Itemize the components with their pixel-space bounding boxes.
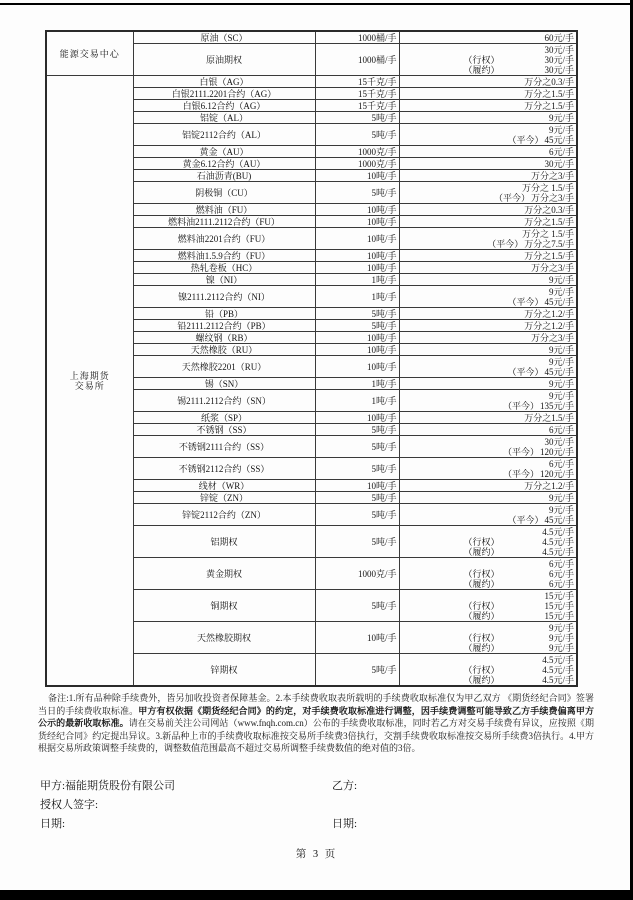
fee-rate-cell	[399, 436, 577, 458]
contract-unit-cell: 1000桶/手	[315, 44, 399, 76]
product-name-cell: 锌锭2112合约（ZN）	[133, 504, 315, 526]
contract-unit-cell: 5吨/手	[315, 424, 399, 436]
product-name-cell: 石油沥青(BU)	[133, 170, 315, 182]
fee-line	[402, 505, 575, 515]
product-name-cell: 燃料油2201合约（FU）	[133, 228, 315, 250]
footnote-segment: 请在交易前关注公司网站（www.fnqh.com.cn）公布的手续费收取标准，同时若乙方对交易手续费有异议，应按照《期货经纪合同》约定提出异议。3.新品种上市的手续费收取标准按交易所手续费3倍执行，交割手续费收取标准按交易所手续费3倍执行。4.甲方根据交易所政策调整手续费的，调整数值范围最高不超过交易所调整手续费数值的绝对值的3倍。	[38, 718, 594, 753]
fee-condition-label: （平今）	[507, 515, 544, 525]
fee-value: 9元/手	[548, 345, 574, 355]
fee-line	[402, 633, 575, 643]
fee-condition-label: （平今）	[502, 469, 539, 479]
fee-line	[402, 655, 575, 665]
fee-line	[402, 379, 575, 389]
fee-value: 4.5元/手	[542, 665, 574, 675]
product-name-cell: 镍（NI）	[133, 274, 315, 286]
exchange-section	[46, 76, 577, 687]
fee-rate-cell	[399, 332, 577, 344]
contract-unit-cell: 5吨/手	[315, 590, 399, 622]
signature-authorized-row	[40, 798, 593, 813]
fee-value: 15元/手	[544, 591, 574, 601]
exchange-name-cell: 上海期货 交易所	[46, 76, 133, 687]
fee-line	[402, 135, 575, 145]
fee-value: 6元/手	[548, 425, 574, 435]
fee-value: 万分之1.2/手	[524, 321, 574, 331]
fee-value: 9元/手	[548, 113, 574, 123]
fee-line	[402, 493, 575, 503]
fee-line	[402, 275, 575, 285]
product-name-cell: 白银6.12合约（AG）	[133, 100, 315, 112]
fee-line	[402, 101, 575, 111]
fee-condition-label: （履约）	[463, 579, 500, 589]
product-name-cell: 燃料油（FU）	[133, 204, 315, 216]
fee-line	[402, 469, 575, 479]
fee-value: 万分之1.2/手	[524, 481, 574, 491]
product-name-cell: 天然橡胶（RU）	[133, 344, 315, 356]
product-name-cell: 线材（WR）	[133, 480, 315, 492]
fee-line	[402, 147, 575, 157]
fee-condition-label: （履约）	[463, 643, 500, 653]
fee-rate-cell	[399, 158, 577, 170]
fee-rate-cell	[399, 170, 577, 182]
fee-value: 6元/手	[548, 569, 574, 579]
product-name-cell: 铝锭（AL）	[133, 112, 315, 124]
contract-unit-cell: 10吨/手	[315, 332, 399, 344]
fee-value: 万分之 1.5/手	[521, 183, 574, 193]
product-name-cell: 不锈钢（SS）	[133, 424, 315, 436]
fee-rate-cell	[399, 124, 577, 146]
fee-value: 120元/手	[539, 447, 574, 457]
fee-value: 9元/手	[548, 493, 574, 503]
fee-value: 9元/手	[548, 379, 574, 389]
fee-rate-cell	[399, 344, 577, 356]
fee-line	[402, 205, 575, 215]
contract-unit-cell: 10吨/手	[315, 356, 399, 378]
fee-value: 45元/手	[544, 515, 574, 525]
product-name-cell: 白银2111.2201合约（AG）	[133, 88, 315, 100]
product-name-cell: 不锈钢2112合约（SS）	[133, 458, 315, 480]
fee-rate-cell	[399, 590, 577, 622]
fee-rate-cell	[399, 558, 577, 590]
contract-unit-cell: 1吨/手	[315, 390, 399, 412]
fee-value: 万分之 1.5/手	[521, 229, 574, 239]
contract-unit-cell: 1吨/手	[315, 378, 399, 390]
fee-condition-label: （行权）	[463, 601, 500, 611]
fee-condition-label: （平今）	[502, 447, 539, 457]
fee-value: 万分之1.5/手	[524, 217, 574, 227]
fee-line	[402, 413, 575, 423]
fee-rate-cell	[399, 526, 577, 558]
fee-line	[402, 367, 575, 377]
contract-unit-cell: 5吨/手	[315, 436, 399, 458]
fee-line	[402, 665, 575, 675]
product-name-cell: 铜期权	[133, 590, 315, 622]
fee-line	[402, 33, 575, 43]
fee-line	[402, 481, 575, 491]
product-name-cell: 原油期权	[133, 44, 315, 76]
fee-value: 4.5元/手	[542, 537, 574, 547]
page-number: 第 3 页	[295, 849, 338, 860]
fee-line	[402, 675, 575, 685]
contract-unit-cell: 10吨/手	[315, 170, 399, 182]
product-name-cell: 铅2111.2112合约（PB）	[133, 320, 315, 332]
fee-line	[402, 345, 575, 355]
fee-value: 30元/手	[544, 437, 574, 447]
product-name-cell: 燃料油1.5.9合约（FU）	[133, 250, 315, 262]
fee-line	[402, 263, 575, 273]
fee-value: 15元/手	[544, 611, 574, 621]
contract-unit-cell: 15千克/手	[315, 100, 399, 112]
contract-unit-cell: 5吨/手	[315, 182, 399, 204]
fee-value: 万分之1.5/手	[524, 89, 574, 99]
fee-condition-label: （平今）	[507, 297, 544, 307]
fee-value: 6元/手	[548, 579, 574, 589]
fee-line	[402, 171, 575, 181]
fee-rate-cell	[399, 228, 577, 250]
contract-unit-cell: 10吨/手	[315, 412, 399, 424]
fee-rate-cell	[399, 378, 577, 390]
fee-rate-cell	[399, 31, 577, 44]
fee-line	[402, 401, 575, 411]
fee-condition-label: （平今）	[487, 239, 524, 249]
party-a-label: 甲方:福能期货股份有限公司	[40, 779, 176, 792]
fee-value: 60元/手	[544, 33, 574, 43]
fee-line	[402, 183, 575, 193]
fee-rate-cell	[399, 146, 577, 158]
fee-line	[402, 229, 575, 239]
fee-condition-label: （履约）	[463, 547, 500, 557]
fee-rate-cell	[399, 492, 577, 504]
fee-value: 万分之3/手	[530, 333, 574, 343]
fee-line	[402, 113, 575, 123]
date-b-label: 日期:	[332, 817, 358, 830]
fee-value: 30元/手	[544, 55, 574, 65]
product-name-cell: 白银（AG）	[133, 76, 315, 88]
fee-line	[402, 193, 575, 203]
product-name-cell: 天然橡胶期权	[133, 622, 315, 654]
contract-unit-cell: 5吨/手	[315, 124, 399, 146]
fee-line	[402, 159, 575, 169]
signature-parties-row	[40, 779, 593, 794]
fee-value: 15元/手	[544, 601, 574, 611]
product-name-cell: 黄金期权	[133, 558, 315, 590]
footnote-segment: 备注:1.所有品种除手续费外，皆另加收投资者保障基金。2.本手续费收取表所载明的手续费收取标准仅为甲乙双方 《期货经纪合同》签署当日的手续费收取标准。	[38, 693, 594, 716]
fee-line	[402, 547, 575, 557]
fee-condition-label: （平今）	[493, 193, 530, 203]
fee-condition-label: （行权）	[463, 665, 500, 675]
fee-rate-cell	[399, 88, 577, 100]
fee-line	[402, 89, 575, 99]
product-name-cell: 燃料油2111.2112合约（FU）	[133, 216, 315, 228]
fee-condition-label: （平今）	[502, 401, 539, 411]
product-name-cell: 锌锭（ZN）	[133, 492, 315, 504]
fee-value: 4.5元/手	[542, 547, 574, 557]
fee-line	[402, 309, 575, 319]
contract-unit-cell: 15千克/手	[315, 76, 399, 88]
product-name-cell: 锡（SN）	[133, 378, 315, 390]
fee-value: 万分之3/手	[530, 193, 574, 203]
fee-rate-cell	[399, 100, 577, 112]
fee-rate-cell	[399, 44, 577, 76]
fee-rate-cell	[399, 286, 577, 308]
product-name-cell: 镍2111.2112合约（NI）	[133, 286, 315, 308]
fee-value: 9元/手	[548, 357, 574, 367]
fee-line	[402, 559, 575, 569]
fee-line	[402, 591, 575, 601]
contract-unit-cell: 1000克/手	[315, 158, 399, 170]
fee-condition-label: （履约）	[463, 65, 500, 75]
fee-condition-label: （行权）	[463, 633, 500, 643]
fee-value: 30元/手	[544, 159, 574, 169]
fee-rate-cell	[399, 356, 577, 378]
fee-value: 45元/手	[544, 297, 574, 307]
fee-rate-cell	[399, 412, 577, 424]
fee-value: 万分之0.3/手	[524, 205, 574, 215]
fee-value: 4.5元/手	[542, 675, 574, 685]
footnotes-paragraph	[38, 692, 594, 755]
fee-line	[402, 55, 575, 65]
fee-rate-cell	[399, 424, 577, 436]
fee-line	[402, 425, 575, 435]
fee-line	[402, 297, 575, 307]
contract-unit-cell: 5吨/手	[315, 112, 399, 124]
fee-line	[402, 125, 575, 135]
fee-line	[402, 447, 575, 457]
product-name-cell: 螺纹钢（RB）	[133, 332, 315, 344]
fee-condition-label: （行权）	[463, 537, 500, 547]
product-name-cell: 天然橡胶2201（RU）	[133, 356, 315, 378]
fee-condition-label: （行权）	[463, 55, 500, 65]
fee-rate-cell	[399, 76, 577, 88]
contract-unit-cell: 10吨/手	[315, 480, 399, 492]
fee-line	[402, 333, 575, 343]
fee-value: 万分之1.5/手	[524, 101, 574, 111]
fee-rate-cell	[399, 390, 577, 412]
contract-unit-cell: 10吨/手	[315, 344, 399, 356]
product-name-cell: 锡2111.2112合约（SN）	[133, 390, 315, 412]
fee-line	[402, 601, 575, 611]
fee-line	[402, 459, 575, 469]
fee-value: 9元/手	[548, 505, 574, 515]
exchange-name-cell: 能源交易中心	[46, 31, 133, 76]
contract-unit-cell: 10吨/手	[315, 262, 399, 274]
product-name-cell: 黄金6.12合约（AU）	[133, 158, 315, 170]
fee-value: 120元/手	[539, 469, 574, 479]
contract-unit-cell: 1000克/手	[315, 558, 399, 590]
page-content	[0, 30, 633, 836]
contract-unit-cell: 10吨/手	[315, 204, 399, 216]
fee-condition-label: （平今）	[507, 367, 544, 377]
fee-value: 万分之0.3/手	[524, 77, 574, 87]
contract-unit-cell: 5吨/手	[315, 308, 399, 320]
fee-line	[402, 437, 575, 447]
scan-artifact-top-line	[0, 3, 633, 5]
fee-line	[402, 569, 575, 579]
fee-line	[402, 515, 575, 525]
fee-line	[402, 287, 575, 297]
contract-unit-cell: 10吨/手	[315, 622, 399, 654]
fee-line	[402, 217, 575, 227]
fee-schedule-table	[45, 30, 578, 687]
fee-rate-cell	[399, 308, 577, 320]
fee-rate-cell	[399, 250, 577, 262]
fee-value: 万分之1.5/手	[524, 413, 574, 423]
fee-row	[46, 31, 577, 44]
product-name-cell: 阴极铜（CU）	[133, 182, 315, 204]
fee-line	[402, 537, 575, 547]
fee-value: 30元/手	[544, 65, 574, 75]
product-name-cell: 铝锭2112合约（AL）	[133, 124, 315, 146]
product-name-cell: 铅（PB）	[133, 308, 315, 320]
product-name-cell: 不锈钢2111合约（SS）	[133, 436, 315, 458]
contract-unit-cell: 5吨/手	[315, 320, 399, 332]
contract-unit-cell: 5吨/手	[315, 492, 399, 504]
fee-condition-label: （行权）	[463, 569, 500, 579]
fee-value: 9元/手	[548, 623, 574, 633]
fee-value: 30元/手	[544, 45, 574, 55]
fee-line	[402, 527, 575, 537]
fee-line	[402, 239, 575, 249]
contract-unit-cell: 10吨/手	[315, 216, 399, 228]
scan-artifact-bottom-bar	[0, 890, 633, 900]
contract-unit-cell: 1000桶/手	[315, 31, 399, 44]
fee-line	[402, 77, 575, 87]
authorized-signer-label: 授权人签字:	[40, 798, 99, 811]
fee-value: 万分之7.5/手	[524, 239, 574, 249]
exchange-section	[46, 31, 577, 76]
fee-rate-cell	[399, 458, 577, 480]
signature-dates-row	[40, 817, 593, 832]
fee-value: 9元/手	[548, 633, 574, 643]
fee-value: 9元/手	[548, 391, 574, 401]
fee-value: 4.5元/手	[542, 527, 574, 537]
fee-value: 9元/手	[548, 125, 574, 135]
fee-line	[402, 321, 575, 331]
footnote-bold-segment: 甲方有权依据《期货经纪合同》的约定，对手续费收取标准进行调整，因手续费调整可能导致乙方手续费偏离甲方公示的最新收取标准。	[38, 705, 594, 728]
fee-condition-label: （履约）	[463, 611, 500, 621]
fee-line	[402, 65, 575, 75]
fee-value: 45元/手	[544, 135, 574, 145]
fee-value: 6元/手	[548, 147, 574, 157]
fee-value: 6元/手	[548, 459, 574, 469]
fee-line	[402, 357, 575, 367]
contract-unit-cell: 15千克/手	[315, 88, 399, 100]
fee-rate-cell	[399, 182, 577, 204]
fee-condition-label: （履约）	[463, 675, 500, 685]
fee-rate-cell	[399, 216, 577, 228]
fee-rate-cell	[399, 204, 577, 216]
fee-rate-cell	[399, 274, 577, 286]
fee-line	[402, 45, 575, 55]
fee-value: 万分之1.5/手	[524, 251, 574, 261]
fee-line	[402, 579, 575, 589]
product-name-cell: 黄金（AU）	[133, 146, 315, 158]
contract-unit-cell: 5吨/手	[315, 526, 399, 558]
fee-row	[46, 76, 577, 88]
fee-rate-cell	[399, 622, 577, 654]
product-name-cell: 铝期权	[133, 526, 315, 558]
fee-value: 9元/手	[548, 275, 574, 285]
fee-value: 9元/手	[548, 643, 574, 653]
product-name-cell: 锌期权	[133, 654, 315, 687]
fee-value: 135元/手	[539, 401, 574, 411]
fee-rate-cell	[399, 480, 577, 492]
fee-value: 6元/手	[548, 559, 574, 569]
date-a-label: 日期:	[40, 817, 66, 830]
contract-unit-cell: 1吨/手	[315, 274, 399, 286]
fee-rate-cell	[399, 504, 577, 526]
product-name-cell: 纸浆（SP）	[133, 412, 315, 424]
fee-condition-label: （平今）	[507, 135, 544, 145]
fee-line	[402, 251, 575, 261]
fee-rate-cell	[399, 654, 577, 687]
fee-value: 万分之1.2/手	[524, 309, 574, 319]
contract-unit-cell: 1吨/手	[315, 286, 399, 308]
product-name-cell: 热轧卷板（HC）	[133, 262, 315, 274]
fee-rate-cell	[399, 320, 577, 332]
product-name-cell: 原油（SC）	[133, 31, 315, 44]
fee-value: 45元/手	[544, 367, 574, 377]
contract-unit-cell: 1000克/手	[315, 146, 399, 158]
fee-line	[402, 643, 575, 653]
fee-line	[402, 623, 575, 633]
party-b-label: 乙方:	[332, 779, 358, 792]
contract-unit-cell: 10吨/手	[315, 250, 399, 262]
fee-line	[402, 391, 575, 401]
contract-unit-cell: 10吨/手	[315, 228, 399, 250]
signature-block	[40, 779, 593, 832]
contract-unit-cell: 5吨/手	[315, 458, 399, 480]
fee-value: 万分之3/手	[530, 171, 574, 181]
fee-value: 4.5元/手	[542, 655, 574, 665]
fee-value: 9元/手	[548, 287, 574, 297]
fee-rate-cell	[399, 262, 577, 274]
contract-unit-cell: 5吨/手	[315, 504, 399, 526]
fee-value: 万分之3/手	[530, 263, 574, 273]
fee-line	[402, 611, 575, 621]
contract-unit-cell: 5吨/手	[315, 654, 399, 687]
fee-rate-cell	[399, 112, 577, 124]
